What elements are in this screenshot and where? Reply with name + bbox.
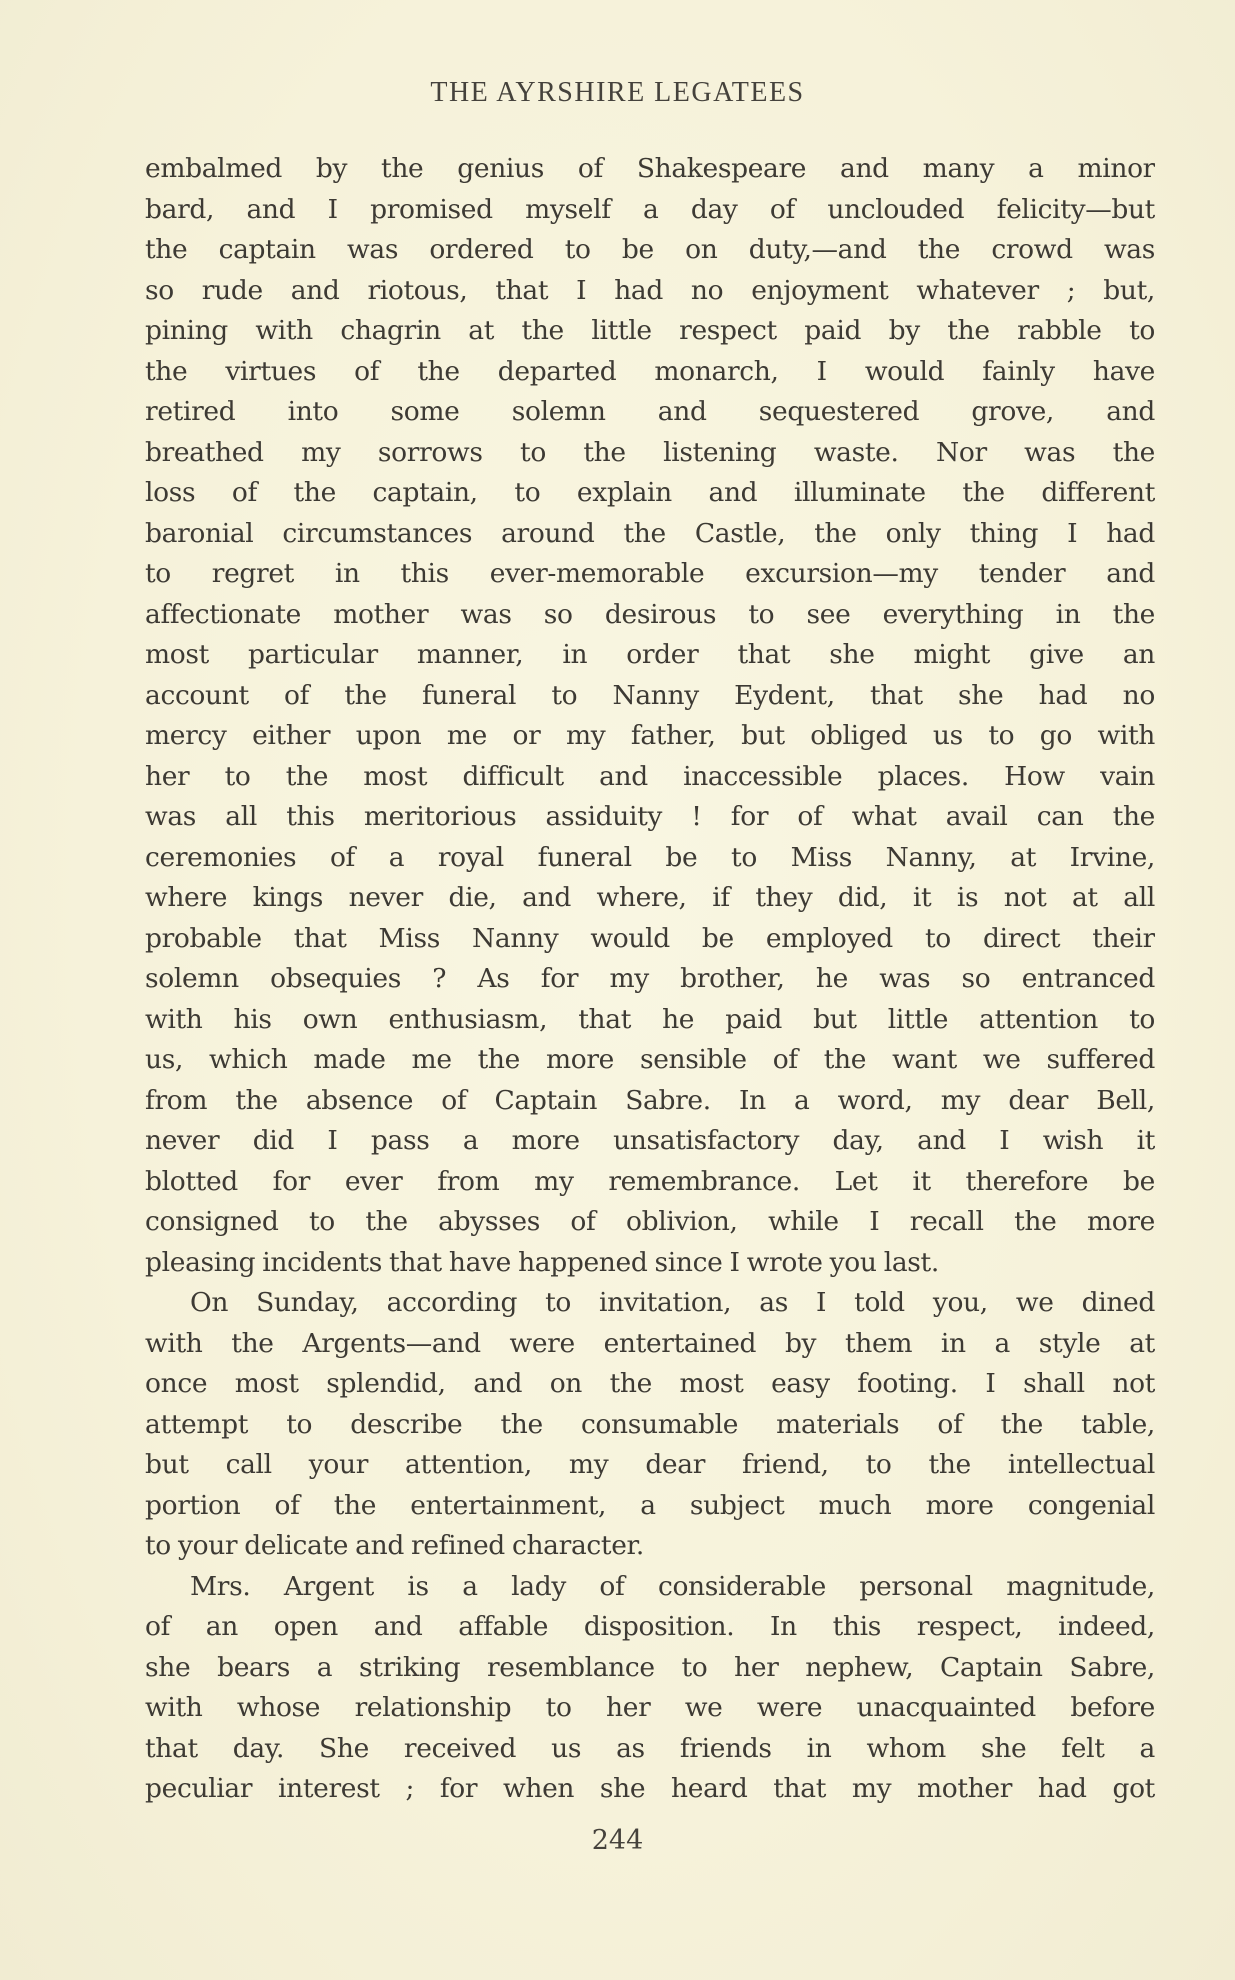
text-line: she bears a striking resemblance to her nephew, Captain Sabre, [145,1651,1155,1683]
text-line: peculiar interest ; for when she heard that my mother had got [145,1773,1155,1804]
paragraph-first-line: On Sunday, according to invitation, as I told you, we dined [190,1287,1155,1318]
text-line: portion of the entertainment, a subject much more congenial [145,1489,1155,1521]
text-line: so rude and riotous, that I had no enjoyment whatever ; but, [145,274,1155,306]
text-line: mercy either upon me or my father, but obliged us to go with [145,720,1155,751]
text-line: probable that Miss Nanny would be employed to direct their [145,922,1155,954]
text-line: her to the most difficult and inaccessible places. How vain [145,760,1155,792]
text-line: with whose relationship to her we were unacquainted before [145,1692,1155,1723]
text-line: to your delicate and refined character. [145,1530,645,1561]
text-line: that day. She received us as friends in whom she felt a [145,1732,1155,1764]
text-line: solemn obsequies ? As for my brother, he was so entranced [145,963,1155,994]
text-line: attempt to describe the consumable materials of the table, [145,1408,1155,1440]
text-line: breathed my sorrows to the listening waste. Nor was the [145,436,1155,468]
text-line: embalmed by the genius of Shakespeare and many a minor [145,153,1155,184]
text-line: us, which made me the more sensible of the want we suffered [145,1044,1155,1075]
text-line: of an open and affable disposition. In this respect, indeed, [145,1611,1155,1642]
text-line: once most splendid, and on the most easy footing. I shall not [145,1368,1155,1399]
text-line: consigned to the abysses of oblivion, while I recall the more [145,1206,1155,1237]
text-line: ceremonies of a royal funeral be to Miss Nanny, at Irvine, [145,841,1155,873]
body-text [145,149,1155,1810]
text-line: pleasing incidents that have happened since I wrote you last. [145,1246,939,1278]
text-line: most particular manner, in order that she might give an [145,639,1155,670]
text-line: from the absence of Captain Sabre. In a word, my dear Bell, [145,1084,1155,1116]
text-line: never did I pass a more unsatisfactory day, and I wish it [145,1125,1155,1156]
text-line: affectionate mother was so desirous to see everything in the [145,598,1155,630]
text-line: account of the funeral to Nanny Eydent, that she had no [145,679,1155,711]
text-line: with his own enthusiasm, that he paid but little attention to [145,1003,1155,1035]
text-line: where kings never die, and where, if they did, it is not at all [145,882,1155,913]
paragraph-first-line: Mrs. Argent is a lady of considerable personal magnitude, [190,1570,1155,1602]
text-line: retired into some solemn and sequestered grove, and [145,396,1155,427]
text-line: bard, and I promised myself a day of unclouded felicity—but [145,193,1155,225]
page-number: 244 [591,1825,644,1856]
text-line: baronial circumstances around the Castle, the only thing I had [145,517,1155,549]
text-line: but call your attention, my dear friend, to the intellectual [145,1449,1155,1480]
text-line: blotted for ever from my remembrance. Let it therefore be [145,1165,1155,1197]
running-head: THE AYRSHIRE LEGATEES [430,77,805,108]
text-line: loss of the captain, to explain and illuminate the different [145,477,1155,508]
text-line: the captain was ordered to be on duty,—and the crowd was [145,234,1155,265]
text-line: was all this meritorious assiduity ! for of what avail can the [145,801,1155,832]
text-line: the virtues of the departed monarch, I would fainly have [145,355,1155,387]
text-line: to regret in this ever-memorable excursion—my tender and [145,558,1155,589]
text-line: with the Argents—and were entertained by them in a style at [145,1327,1155,1359]
text-line: pining with chagrin at the little respect paid by the rabble to [145,315,1155,346]
